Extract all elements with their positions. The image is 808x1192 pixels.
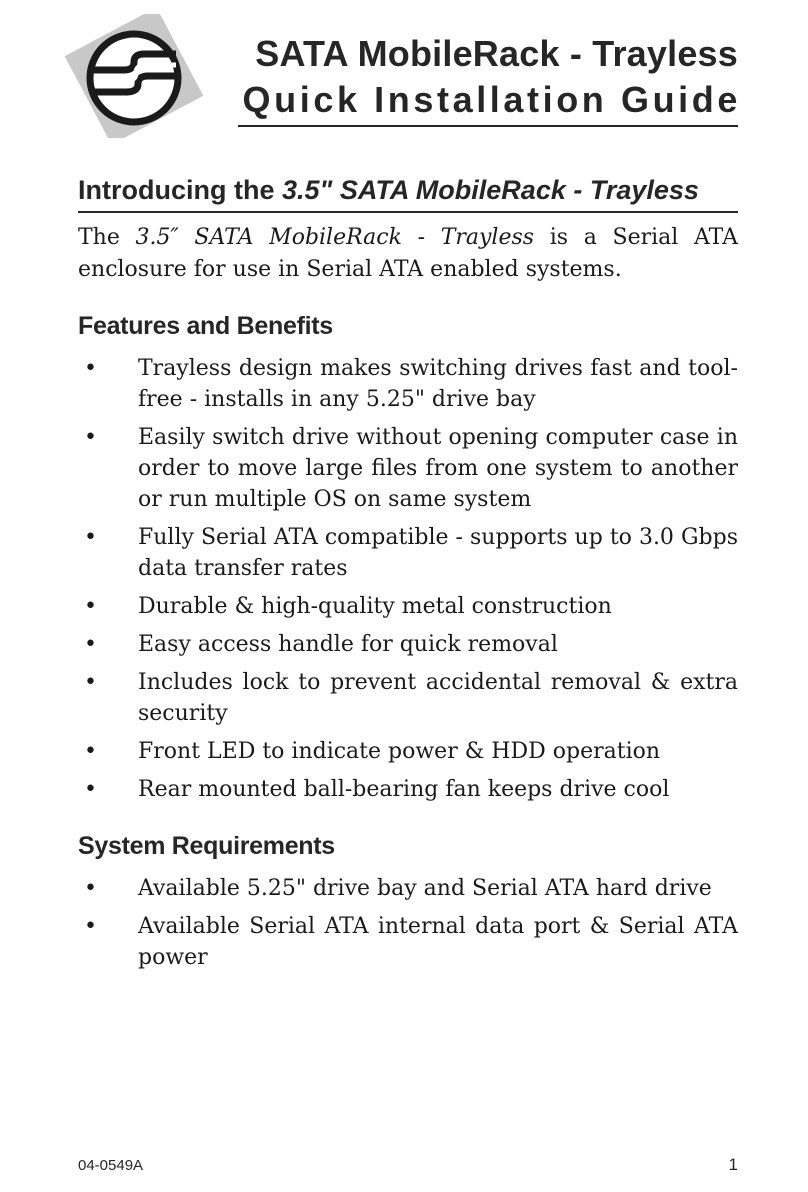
title-line-1: SATA MobileRack - Trayless: [255, 33, 738, 74]
list-item: • Fully Serial ATA compatible - supports up to 3.0 Gbps data transfer rates: [78, 522, 738, 584]
title-line-2: Quick Installation Guide: [242, 79, 741, 120]
bullet-icon: •: [84, 670, 97, 695]
intro-para-prefix: The: [78, 225, 136, 250]
document-title: [236, 30, 741, 122]
list-item: • Durable & high-quality metal construction: [78, 591, 738, 622]
features-list: [78, 353, 738, 812]
list-item: • Available 5.25" drive bay and Serial ATA hard drive: [78, 873, 738, 904]
list-item: • Rear mounted ball-bearing fan keeps drive cool: [78, 774, 738, 805]
bullet-icon: •: [84, 425, 97, 450]
intro-para-product: 3.5″ SATA MobileRack - Trayless: [135, 225, 535, 250]
title-divider: [238, 125, 738, 127]
bullet-icon: •: [84, 876, 97, 901]
intro-heading: [78, 172, 738, 208]
intro-heading-product: 3.5" SATA MobileRack - Trayless: [281, 175, 699, 205]
intro-divider: [78, 211, 738, 213]
features-heading: Features and Benefits: [78, 312, 333, 340]
list-item: • Available Serial ATA internal data port & Serial ATA power: [78, 911, 738, 973]
bullet-icon: •: [84, 594, 97, 619]
list-item: • Trayless design makes switching drives fast and tool-free - installs in any 5.25" drive bay: [78, 353, 738, 415]
list-item: • Front LED to indicate power & HDD operation: [78, 736, 738, 767]
list-item: • Includes lock to prevent accidental removal & extra security: [78, 667, 738, 729]
bullet-icon: •: [84, 777, 97, 802]
list-item: • Easy access handle for quick removal: [78, 629, 738, 660]
requirements-list: [78, 873, 738, 980]
requirements-heading: System Requirements: [78, 832, 335, 860]
list-item: • Easily switch drive without opening computer case in order to move large files from one system to another or run multiple OS on same system: [78, 422, 738, 515]
company-logo-icon: [64, 14, 204, 138]
page-number: 1: [728, 1155, 738, 1174]
bullet-icon: •: [84, 356, 97, 381]
bullet-icon: •: [84, 739, 97, 764]
intro-para-suffix: is a Serial ATA enclosure for use in Serial ATA enabled systems.: [78, 225, 738, 282]
bullet-icon: •: [84, 914, 97, 939]
intro-paragraph: [78, 222, 738, 286]
document-code: 04-0549A: [78, 1157, 144, 1174]
intro-heading-prefix: Introducing the: [78, 175, 282, 205]
bullet-icon: •: [84, 632, 97, 657]
bullet-icon: •: [84, 525, 97, 550]
